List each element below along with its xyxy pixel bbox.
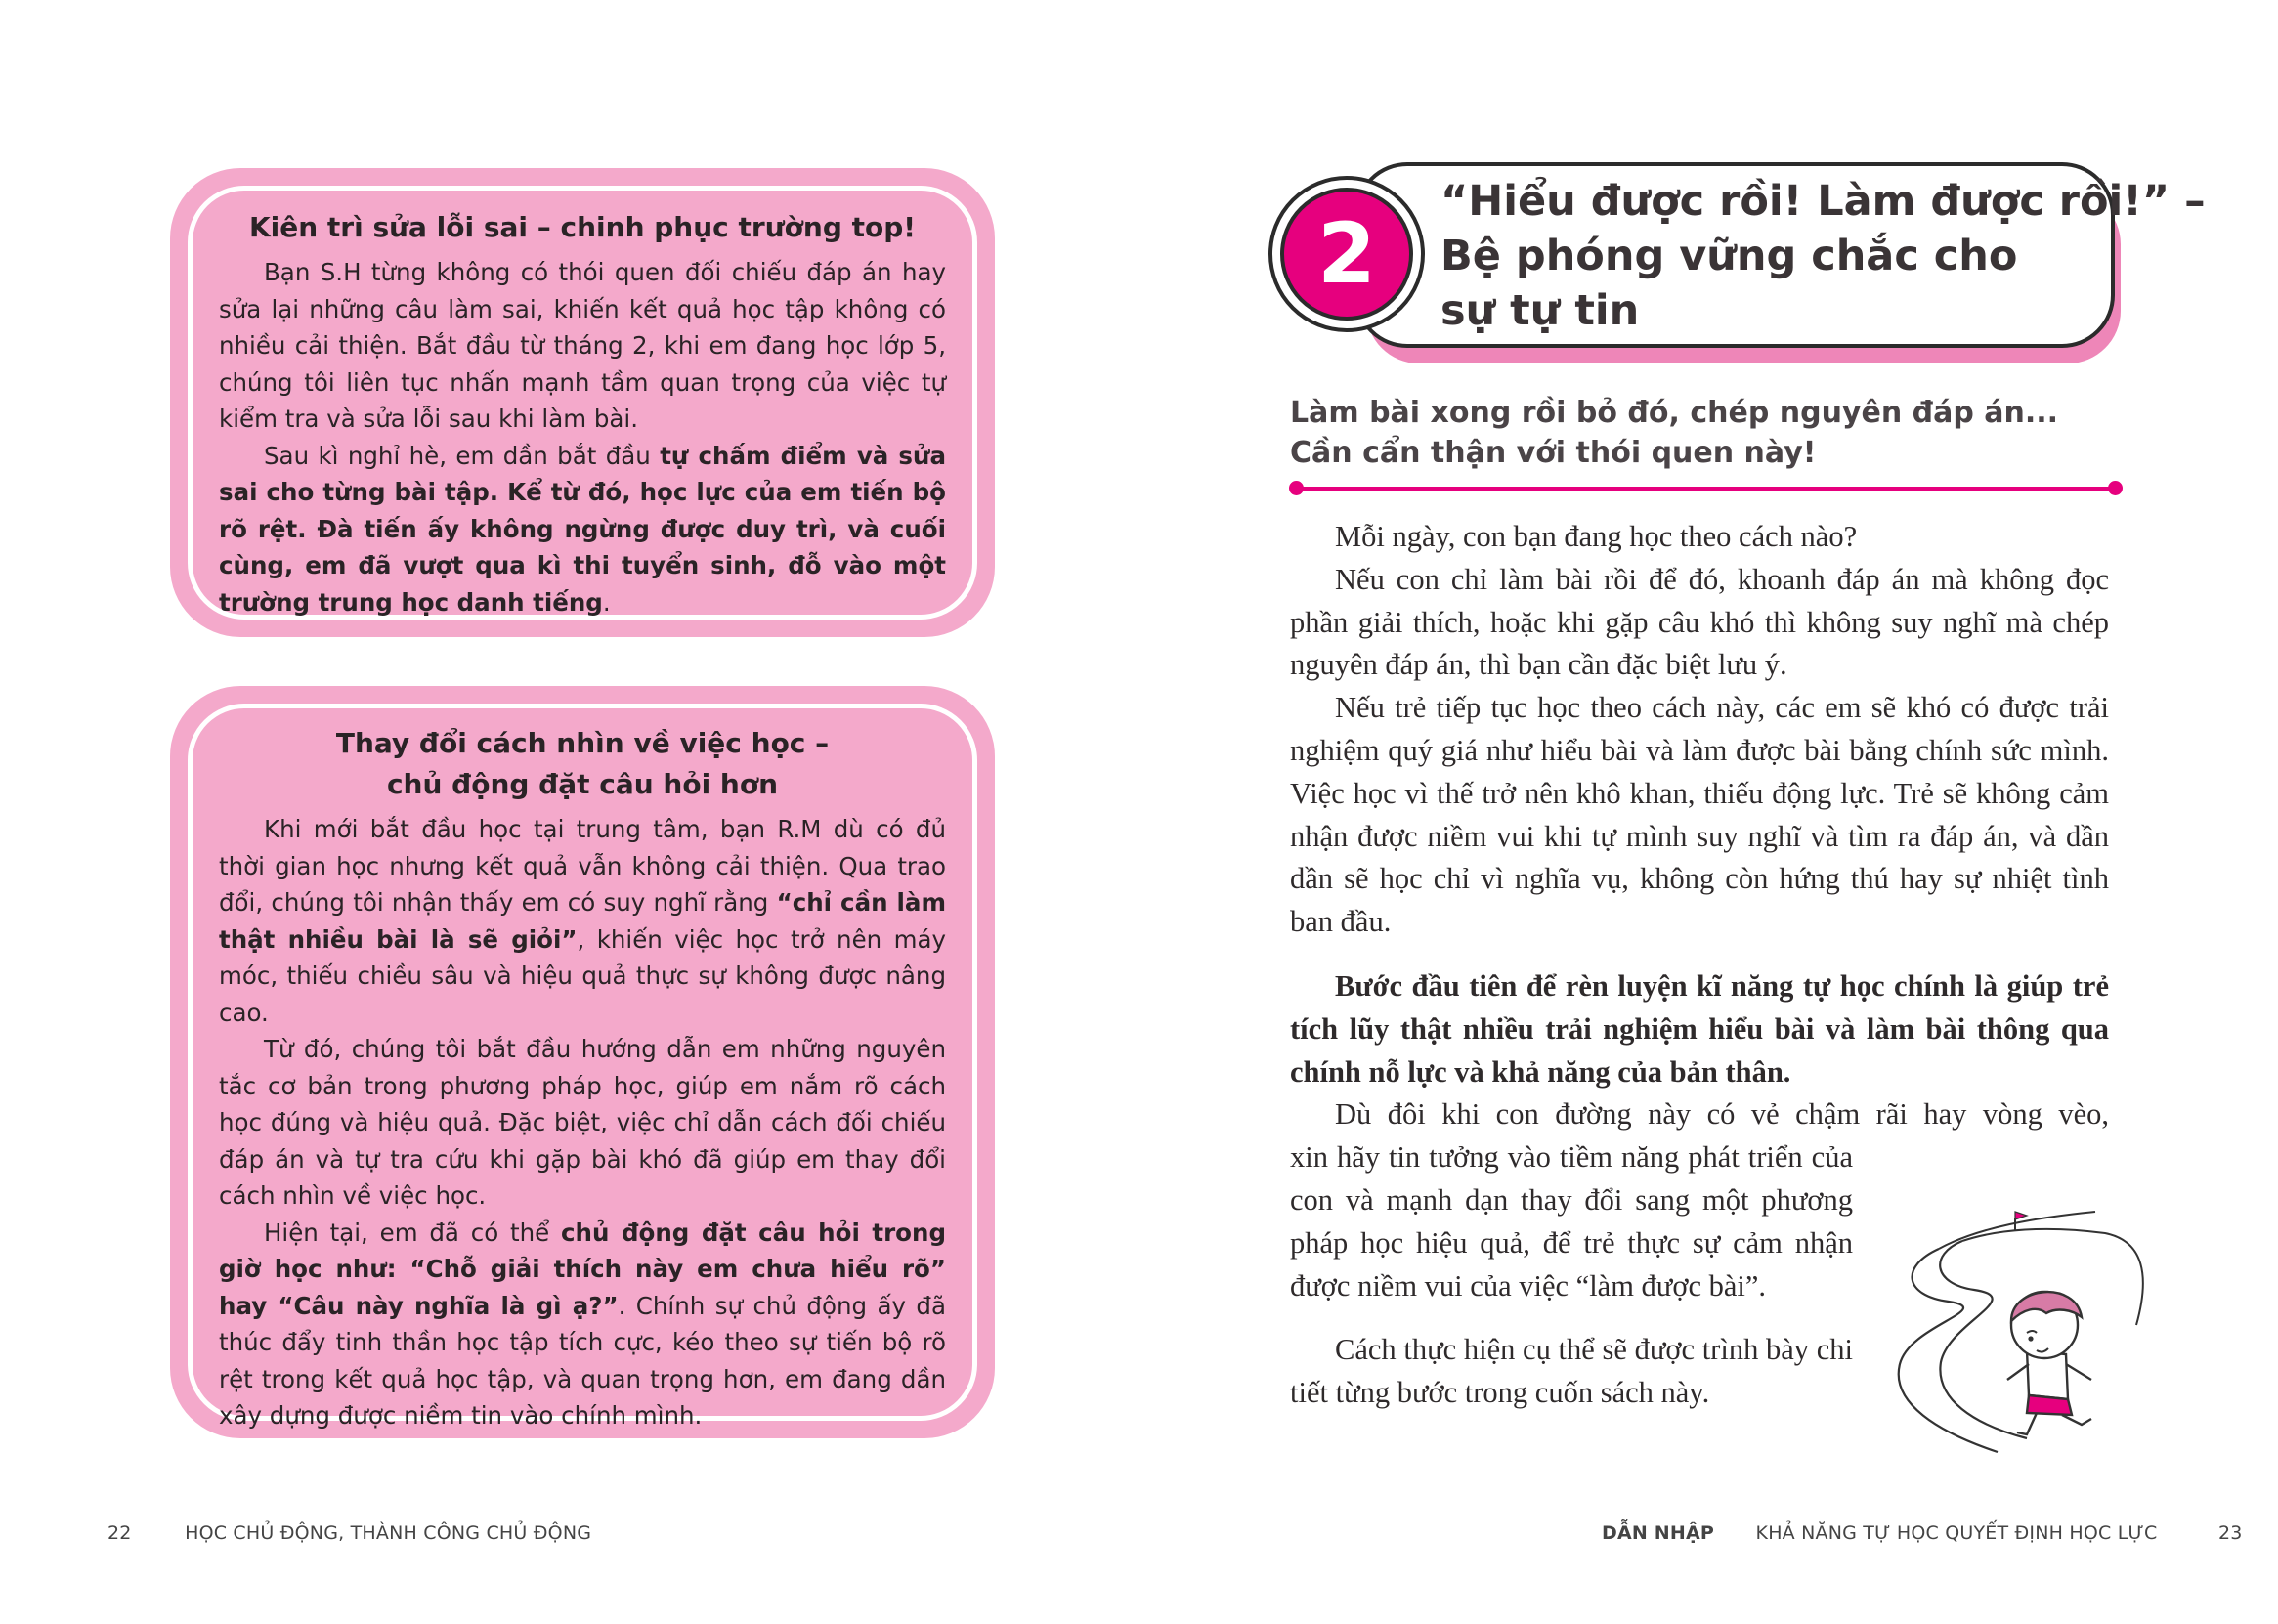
paragraph-text: Nếu con chỉ làm bài rồi để đó, khoanh đáp án mà không đọc phần giải thích, hoặc khi gặp câu khó thì không suy nghĩ mà chép nguyên đáp án, thì bạn cần đặc biệt lưu ý.	[1290, 562, 2109, 682]
page-number: 22	[107, 1522, 132, 1544]
subtitle-line: Cần cẩn thận với thói quen này!	[1290, 436, 1817, 470]
case-study-box-1	[170, 168, 995, 637]
case-study-title	[219, 723, 946, 805]
title-line: “Hiểu được rồi! Làm được rồi!” –	[1440, 177, 2206, 226]
paragraph-text: . Chính sự chủ động ấy đã thúc đẩy tinh thần học tập tích cực, kéo theo sự tiến bộ rõ rệt trong kết quả học tập, và quan trọng hơn, em đang dần xây dựng được niềm tin vào chính mình.	[219, 1291, 946, 1430]
body-paragraph	[1290, 559, 2109, 687]
paragraph-text: Sau kì nghỉ hè, em dần bắt đầu	[264, 441, 661, 470]
case-study-title: Kiên trì sửa lỗi sai – chinh phục trường top!	[248, 211, 917, 243]
paragraph-text: Bạn S.H từng không có thói quen đối chiếu đáp án hay sửa lại những câu làm sai, khiến kết quả học tập không có nhiều cải thiện. Bắt đầu từ tháng 2, khi em đang học lớp 5, chúng tôi liên tục nhấn mạnh tầm quan trọng của việc tự kiểm tra và sửa lỗi sau khi làm bài.	[219, 258, 946, 433]
paragraph-text: Hiện tại, em đã có thể	[264, 1218, 561, 1247]
paragraph-text: Cách thực hiện cụ thể sẽ được trình bày chi tiết từng bước trong cuốn sách này.	[1290, 1333, 1853, 1410]
chapter-label: DẪN NHẬP	[1602, 1522, 1715, 1544]
emphasis-text: chủ động đặt câu hỏi trong giờ học như: “Chỗ giải thích này em chưa hiểu rõ” hay “Câu này nghĩa là gì ạ?”	[219, 1218, 946, 1320]
paragraph-text: Mỗi ngày, con bạn đang học theo cách nào?	[1335, 520, 1858, 553]
emphasis-text: tự chấm điểm và sửa sai cho từng bài tập. Kể từ đó, học lực của em tiến bộ rõ rệt. Đà tiến ấy không ngừng được duy trì, và cuối cùng, em đã vượt qua kì thi tuyển sinh, đỗ vào một trường trung học danh tiếng	[219, 441, 946, 617]
paragraph-text: .	[602, 587, 611, 617]
case-study-paragraph	[219, 811, 946, 1031]
left-footer	[107, 1522, 591, 1544]
title-line: Thay đổi cách nhìn về việc học –	[335, 727, 830, 759]
paragraph-text: , khiến việc học trở nên máy móc, thiếu chiều sâu và hiệu quả thực sự không được nâng cao.	[219, 924, 946, 1027]
running-title: KHẢ NĂNG TỰ HỌC QUYẾT ĐỊNH HỌC LỰC	[1755, 1522, 2158, 1544]
body-paragraph-narrow	[1290, 1136, 1853, 1307]
divider-dot	[1289, 481, 1304, 495]
title-line: Bệ phóng vững chắc cho	[1440, 232, 2018, 280]
case-study-content	[219, 723, 946, 1434]
title-line: sự tự tin	[1440, 286, 1640, 335]
case-study-content	[219, 207, 946, 620]
subtitle-line: Làm bài xong rồi bỏ đó, chép nguyên đáp án...	[1290, 396, 2059, 430]
paragraph-text: Khi mới bắt đầu học tại trung tâm, bạn R.M dù có đủ thời gian học nhưng kết quả vẫn không cải thiện. Qua trao đổi, chúng tôi nhận thấy em có suy nghĩ rằng	[219, 815, 946, 917]
case-study-paragraph	[219, 1031, 946, 1215]
body-paragraph-bold	[1290, 965, 2109, 1093]
case-study-paragraph	[219, 438, 946, 621]
running-child-illustration	[1880, 1208, 2150, 1456]
body-paragraph	[1290, 1093, 2109, 1136]
case-study-paragraph	[219, 1215, 946, 1434]
emphasis-text: Bước đầu tiên để rèn luyện kĩ năng tự học chính là giúp trẻ tích lũy thật nhiều trải nghiệm hiểu bài và làm bài thông qua chính nỗ lực và khả năng của bản thân.	[1290, 968, 2109, 1089]
right-footer	[1602, 1522, 2243, 1544]
running-title: HỌC CHỦ ĐỘNG, THÀNH CÔNG CHỦ ĐỘNG	[185, 1522, 592, 1544]
paragraph-text: xin hãy tin tưởng vào tiềm năng phát triển của con và mạnh dạn thay đổi sang một phương pháp học hiệu quả, để trẻ thực sự cảm nhận được niềm vui của việc “làm được bài”.	[1290, 1140, 1853, 1303]
case-study-box-2	[170, 686, 995, 1438]
body-paragraph	[1290, 516, 2109, 559]
paragraph-text: Nếu trẻ tiếp tục học theo cách này, các em sẽ khó có được trải nghiệm quý giá như hiểu bài và làm được bài bằng chính sức mình. Việc học vì thế trở nên khô khan, thiếu động lực. Trẻ sẽ không cảm nhận được niềm vui khi tự mình suy nghĩ và tìm ra đáp án, và dần dần sẽ học chỉ vì nghĩa vụ, không còn hứng thú hay sự nhiệt tình ban đầu.	[1290, 691, 2109, 939]
subtitle-divider	[1296, 487, 2115, 491]
section-subtitle	[1290, 393, 2130, 473]
page-number: 23	[2217, 1522, 2243, 1544]
paragraph-gap	[1290, 944, 2109, 965]
emphasis-text: “chỉ cần làm thật nhiều bài là sẽ giỏi”	[219, 888, 946, 954]
section-title	[1440, 174, 2206, 338]
paragraph-text: Từ đó, chúng tôi bắt đầu hướng dẫn em những nguyên tắc cơ bản trong phương pháp học, giúp em nắm rõ cách học đúng và hiệu quả. Đặc biệt, việc chỉ dẫn cách đối chiếu đáp án và tự tra cứu khi gặp bài khó đã giúp em thay đổi cách nhìn về việc học.	[219, 1035, 946, 1210]
paragraph-text: Dù đôi khi con đường này có vẻ chậm rãi hay vòng vèo,	[1335, 1097, 2109, 1132]
body-paragraph-narrow	[1290, 1329, 1853, 1415]
case-study-paragraph	[219, 254, 946, 438]
divider-dot	[2108, 481, 2123, 495]
body-paragraph	[1290, 687, 2109, 944]
section-number-badge: 2	[1280, 188, 1413, 321]
title-line: chủ động đặt câu hỏi hơn	[386, 768, 779, 800]
